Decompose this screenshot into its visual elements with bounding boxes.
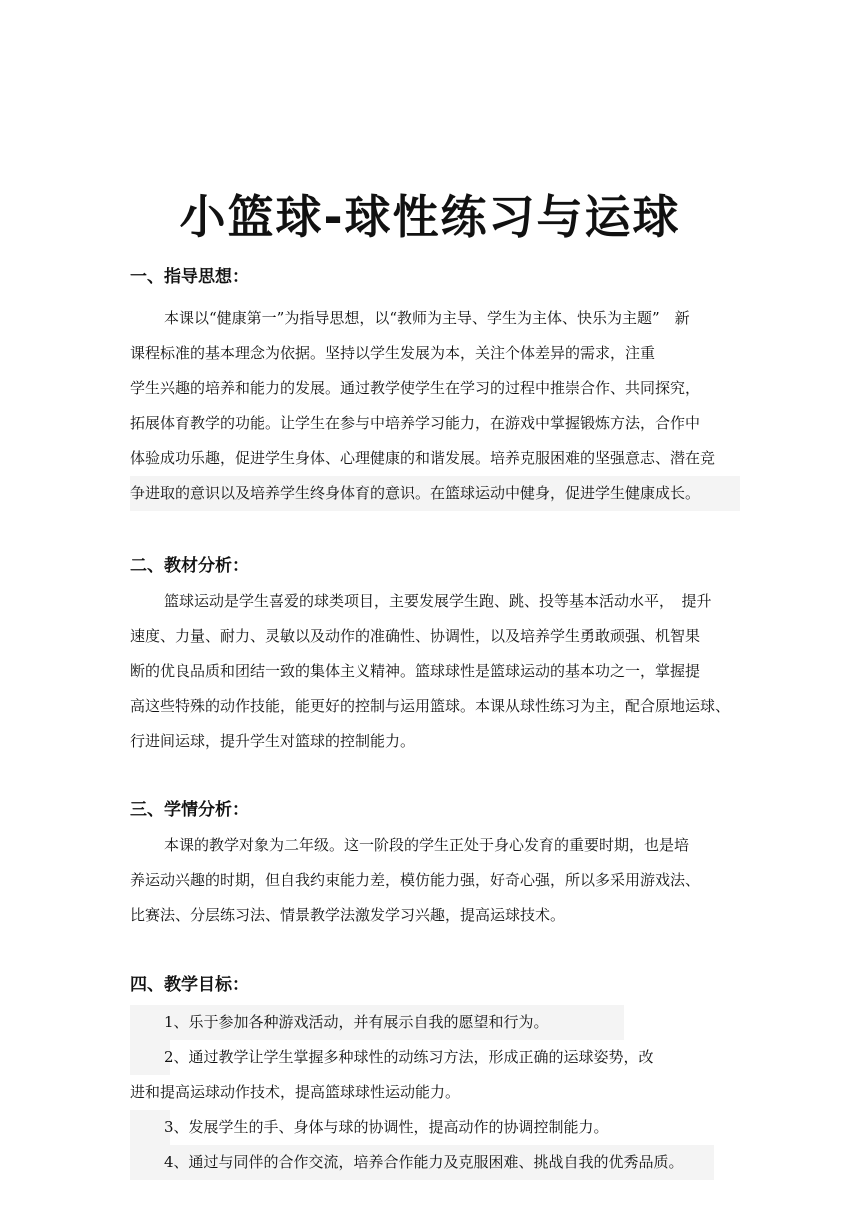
paragraph-line: 行进间运球，提升学生对篮球的控制能力。 [130, 732, 416, 750]
section-student-analysis [130, 795, 740, 933]
paragraph-line: 篮球运动是学生喜爱的球类项目，主要发展学生跑、跳、投等基本活动水平， 提升 [164, 592, 712, 610]
paragraph-line: 本课以“健康第一”为指导思想，以“教师为主导、学生为主体、快乐为主题” 新 [164, 309, 690, 327]
section-heading: 四、教学目标： [130, 975, 249, 995]
list-item [130, 1110, 740, 1145]
goal-text: 2、通过教学让学生掌握多种球性的动练习方法，形成正确的运球姿势，改 [130, 1040, 654, 1075]
paragraph-line: 争进取的意识以及培养学生终身体育的意识。在篮球运动中健身，促进学生健康成长。 [130, 476, 740, 511]
section-heading: 二、教材分析： [130, 556, 249, 576]
paragraph-line: 养运动兴趣的时期，但自我约束能力差，模仿能力强，好奇心强，所以多采用游戏法、 [130, 871, 701, 889]
goal-text: 1、乐于参加各种游戏活动，并有展示自我的愿望和行为。 [130, 1005, 624, 1040]
paragraph-line: 本课的教学对象为二年级。这一阶段的学生正处于身心发育的重要时期，也是培 [164, 836, 690, 854]
goal-text: 进和提高运球动作技术，提高篮球球性运动能力。 [130, 1083, 461, 1101]
paragraph-line: 课程标准的基本理念为依据。坚持以学生发展为本，关注个体差异的需求，注重 [130, 344, 656, 362]
section-heading: 三、学情分析： [130, 800, 249, 820]
goal-text: 3、发展学生的手、身体与球的协调性，提高动作的协调控制能力。 [130, 1110, 609, 1145]
paragraph-line: 比赛法、分层练习法、情景教学法激发学习兴趣，提高运球技术。 [130, 906, 566, 924]
list-item [130, 1075, 740, 1110]
paragraph-line: 速度、力量、耐力、灵敏以及动作的准确性、协调性，以及培养学生勇敢顽强、机智果 [130, 627, 701, 645]
list-item [130, 1145, 740, 1180]
section-paragraph [130, 584, 740, 759]
section-teaching-goals [130, 970, 740, 1180]
paragraph-line: 高这些特殊的动作技能，能更好的控制与运用篮球。本课从球性练习为主，配合原地运球、 [130, 697, 731, 715]
goals-list [130, 1005, 740, 1180]
goal-text: 4、通过与同伴的合作交流，培养合作能力及克服困难、挑战自我的优秀品质。 [130, 1145, 714, 1180]
section-paragraph [130, 828, 740, 933]
section-material-analysis [130, 551, 740, 759]
section-heading: 一、指导思想： [130, 267, 249, 287]
paragraph-line: 学生兴趣的培养和能力的发展。通过教学使学生在学习的过程中推崇合作、共同探究， [130, 379, 701, 397]
list-item [130, 1005, 740, 1040]
section-guiding-thought [130, 262, 740, 511]
paragraph-line: 断的优良品质和团结一致的集体主义精神。篮球球性是篮球运动的基本功之一，掌握提 [130, 662, 701, 680]
page-title: 小篮球-球性练习与运球 [179, 190, 681, 244]
section-paragraph [130, 301, 740, 511]
paragraph-line: 拓展体育教学的功能。让学生在参与中培养学习能力，在游戏中掌握锻炼方法，合作中 [130, 414, 701, 432]
list-item [130, 1040, 740, 1075]
paragraph-line: 体验成功乐趣，促进学生身体、心理健康的和谐发展。培养克服困难的坚强意志、潜在竞 [130, 449, 716, 467]
